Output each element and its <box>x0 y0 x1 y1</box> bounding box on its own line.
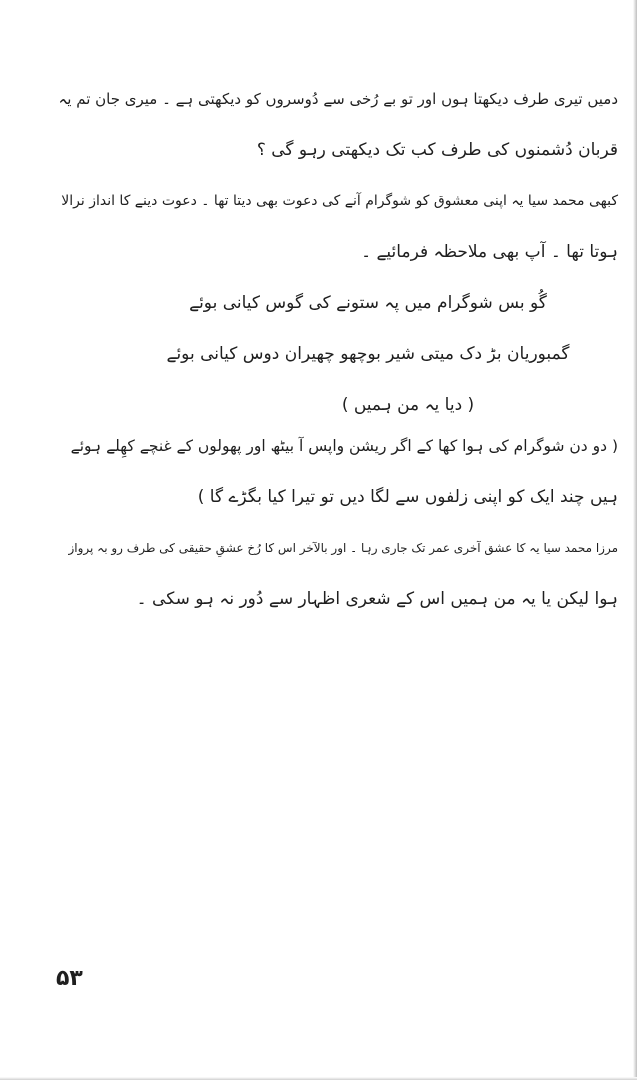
verse-line-2: گمبوریان بڑ دک میتی شیر بوچھو چھیران دوس کیانی بوئے <box>166 344 570 364</box>
text-line-4: ہوتا تھا ۔ آپ بھی ملاحظہ فرمائیے ۔ <box>361 242 618 262</box>
text-line-2: قربان دُشمنوں کی طرف کب تک دیکھتی رہو گی ؟ <box>256 140 618 160</box>
verse-attribution: ( دیا یہ من ہمیں ) <box>341 395 475 415</box>
page-number: ۵۳ <box>56 966 83 991</box>
page-edge-shadow <box>633 0 637 1080</box>
page-body-text <box>58 86 618 637</box>
translation-line-2: ہیں چند ایک کو اپنی زلفوں سے لگا دیں تو تیرا کیا بگڑے گا ) <box>197 487 618 507</box>
text-line-3: کبھی محمد سیا یہ اپنی معشوق کو شوگرام آنے کی دعوت بھی دیتا تھا ۔ دعوت دینے کا انداز نرالا <box>61 193 618 209</box>
translation-line-1: ( دو دن شوگرام کی ہوا کھا کے اگر ریشن واپس آ بیٹھ اور پھولوں کے غنچے کھِلے ہوئے <box>70 437 618 455</box>
text-line-1: دمیں تیری طرف دیکھتا ہوں اور تو بے رُخی سے دُوسروں کو دیکھتی ہے ۔ میری جان تم یہ <box>58 90 618 108</box>
verse-line-1: گُو بس شوگرام میں پہ ستونے کی گوس کیانی بوئے <box>189 293 547 313</box>
text-line-11: ہوا لیکن یا یہ من ہمیں اس کے شعری اظہار سے دُور نہ ہو سکی ۔ <box>136 589 618 609</box>
text-line-10: مرزا محمد سیا یہ کا عشق آخری عمر تک جاری رہا ۔ اور بالآخر اس کا رُخ عشقِ حقیقی کی طرف رو بہ پرواز <box>68 541 618 555</box>
